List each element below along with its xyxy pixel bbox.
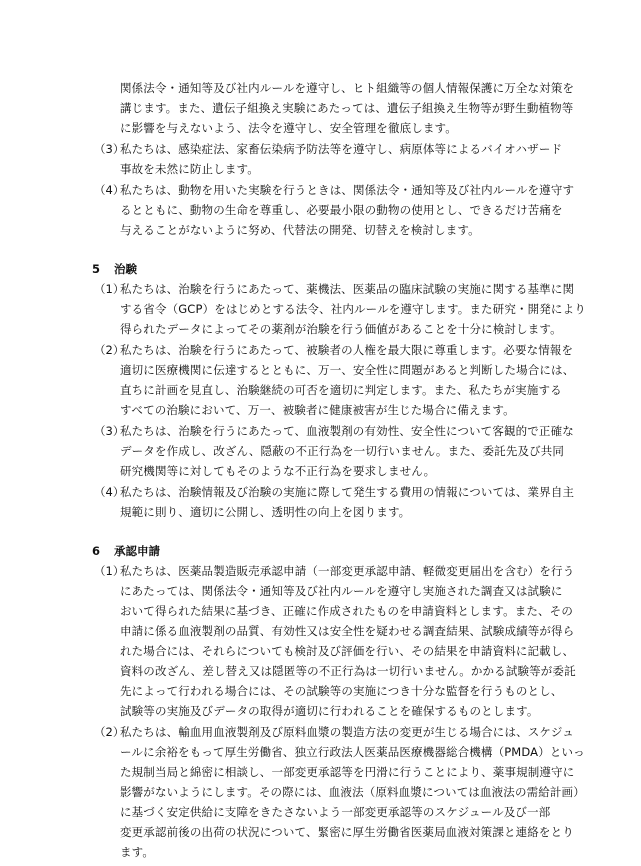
paragraph-line: 影響がないようにします。その際には、血液法（原料血漿については血液法の需給計画） [120, 785, 585, 799]
section-number: 6 [92, 544, 101, 558]
item-number: （2） [94, 725, 125, 739]
section-number: 5 [92, 262, 101, 276]
section-title: 承認申請 [114, 544, 160, 558]
paragraph-line: データを作成し、改ざん、隠蔽の不正行為を一切行いません。また、委託先及び共同 [120, 444, 565, 458]
item-number: （4） [94, 485, 125, 499]
paragraph-line: 試験等の実施及びデータの取得が適切に行われることを確保するものとします。 [120, 704, 539, 718]
paragraph-line: にあたっては、関係法令・通知等及び社内ルールを遵守し実施された調査又は試験に [120, 584, 563, 598]
paragraph-line: 先によって行われる場合には、その試験等の実施につき十分な監督を行うものとし、 [120, 684, 563, 698]
paragraph-line: に影響を与えないよう、法令を遵守し、安全管理を徹底します。 [120, 121, 457, 135]
item-number: （3） [94, 424, 125, 438]
item-number: （3） [94, 142, 125, 156]
paragraph-line: おいて得られた結果に基づき、正確に作成されたものを申請資料とします。また、その [120, 604, 573, 618]
paragraph-line: 変更承認前後の出荷の状況について、緊密に厚生労働省医薬局血液対策課と連絡をとり [120, 825, 574, 839]
paragraph-line: 得られたデータによってその薬剤が治験を行う価値があることを十分に検討します。 [120, 322, 562, 336]
paragraph-line: 講じます。また、遺伝子組換え実験にあたっては、遺伝子組換え生物等が野生動植物等 [120, 101, 574, 115]
item-number: （1） [94, 564, 125, 578]
section-heading [92, 543, 160, 559]
item-number: （4） [94, 183, 125, 197]
paragraph-line: 適切に医療機関に伝達するとともに、万一、安全性に問題があると判断した場合には、 [120, 363, 575, 377]
paragraph-line: 事故を未然に防止します。 [120, 162, 259, 176]
paragraph-line: ます。 [120, 845, 155, 859]
paragraph-line: れた場合には、それらについても検討及び評価を行い、その結果を申請資料に記載し、 [120, 644, 575, 658]
item-number: （2） [94, 343, 125, 357]
paragraph-line: 私たちは、感染症法、家畜伝染病予防法等を遵守し、病原体等によるバイオハザード [120, 142, 563, 156]
paragraph-line: ールに余裕をもって厚生労働省、独立行政法人医薬品医療機器総合機構（PMDA）といっ [120, 745, 585, 759]
paragraph-line: すべての治験において、万一、被験者に健康被害が生じた場合に備えます。 [120, 403, 515, 417]
paragraph-line: に基づく安定供給に支障をきたさないよう一部変更承認等のスケジュール及び一部 [120, 805, 551, 819]
paragraph-line: 直ちに計画を見直し、治験継続の可否を適切に判定します。また、私たちが実施する [120, 383, 562, 397]
paragraph-line: 私たちは、治験を行うにあたって、被験者の人権を最大限に尊重します。必要な情報を [120, 343, 574, 357]
paragraph-line: 申請に係る血液製剤の品質、有効性又は安全性を疑わせる調査結果、試験成績等が得ら [120, 624, 575, 638]
paragraph-line: 与えることがないように努め、代替法の開発、切替えを検討します。 [120, 223, 480, 237]
paragraph-line: 研究機関等に対してもそのような不正行為を要求しません。 [120, 464, 436, 478]
paragraph-line: 関係法令・通知等及び社内ルールを遵守し、ヒト組織等の個人情報保護に万全な対策を [120, 81, 575, 95]
section-heading [92, 261, 137, 277]
paragraph-line: 私たちは、動物を用いた実験を行うときは、関係法令・通知等及び社内ルールを遵守す [120, 183, 575, 197]
section-title: 治験 [114, 262, 137, 276]
paragraph-line: た規制当局と綿密に相談し、一部変更承認等を円滑に行うことにより、薬事規制遵守に [120, 765, 575, 779]
paragraph-line: 私たちは、治験を行うにあたって、血液製剤の有効性、安全性について客観的で正確な [120, 424, 574, 438]
paragraph-line: 私たちは、治験を行うにあたって、薬機法、医薬品の臨床試験の実施に関する基準に関 [120, 282, 575, 296]
paragraph-line: るとともに、動物の生命を尊重し、必要最小限の動物の使用とし、できるだけ苦痛を [120, 203, 563, 217]
paragraph-line: 私たちは、輸血用血液製剤及び原料血漿の製造方法の変更が生じる場合には、スケジュ [120, 725, 574, 739]
paragraph-line: 私たちは、治験情報及び治験の実施に際して発生する費用の情報については、業界自主 [120, 485, 575, 499]
paragraph-line: 規範に則り、適切に公開し、透明性の向上を図ります。 [120, 505, 411, 519]
paragraph-line: する省令（GCP）をはじめとする法令、社内ルールを遵守します。また研究・開発により [120, 302, 586, 316]
paragraph-line: 資料の改ざん、差し替え又は隠匿等の不正行為は一切行いません。かかる試験等が委託 [120, 664, 576, 678]
item-number: （1） [94, 282, 125, 296]
paragraph-line: 私たちは、医薬品製造販売承認申請（一部変更承認申請、軽微変更届出を含む）を行う [120, 564, 575, 578]
